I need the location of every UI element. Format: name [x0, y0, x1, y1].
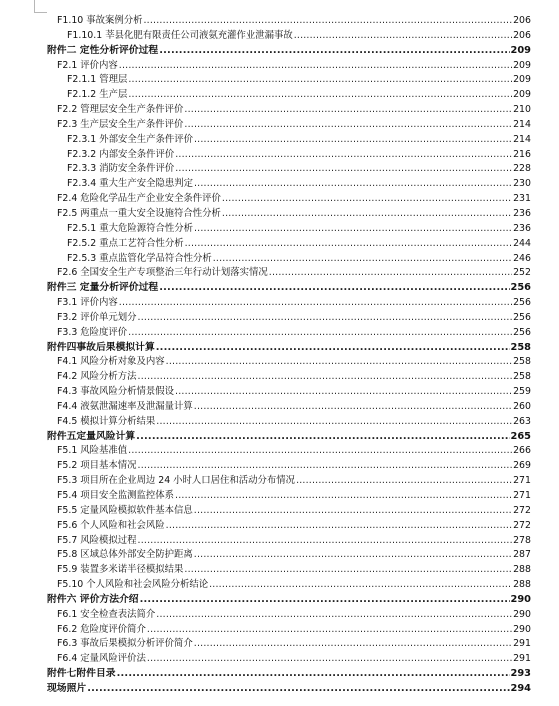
toc-entry-title: F2.1.2 生产层: [67, 89, 128, 101]
toc-entry[interactable]: [47, 88, 531, 103]
toc-dot-leader: [159, 44, 509, 59]
toc-entry[interactable]: [47, 207, 531, 222]
toc-entry-page-number: 230: [513, 178, 531, 190]
toc-dot-leader: [140, 593, 510, 608]
toc-entry[interactable]: [47, 29, 531, 44]
toc-entry[interactable]: [47, 118, 531, 133]
toc-entry-page-number: 214: [513, 133, 531, 145]
toc-entry-page-number: 271: [513, 475, 531, 487]
toc-entry[interactable]: [47, 133, 531, 148]
toc-entry-page-number: 256: [513, 326, 531, 338]
toc-entry[interactable]: [47, 222, 531, 237]
toc-entry-page-number: 278: [513, 534, 531, 546]
toc-entry-page-number: 206: [513, 15, 531, 26]
toc-entry[interactable]: [47, 578, 531, 593]
toc-entry-page-number: 214: [513, 118, 531, 130]
toc-dot-leader: [296, 474, 512, 489]
toc-entry-title: F2.5.3 重点监管化学品符合性分析: [67, 252, 212, 264]
toc-entry-title: F2.6 全国安全生产专项整治三年行动计划落实情况: [57, 267, 268, 279]
toc-entry-title: F4.2 风险分析方法: [57, 371, 137, 383]
toc-entry-title: 附件二 定性分析评价过程: [47, 44, 159, 56]
toc-entry-page-number: 269: [513, 460, 531, 472]
toc-entry-page-number: 259: [513, 386, 531, 398]
toc-entry-page-number: 256: [513, 297, 531, 309]
toc-entry-page-number: 231: [513, 193, 531, 205]
toc-entry[interactable]: [47, 415, 531, 430]
toc-entry[interactable]: [47, 355, 531, 370]
toc-dot-leader: [213, 252, 512, 267]
toc-entry-title: F3.2 评价单元划分: [57, 311, 137, 323]
toc-entry-page-number: 258: [513, 371, 531, 383]
toc-entry-title: F1.10 事故案例分析: [57, 15, 143, 26]
toc-entry[interactable]: [47, 281, 531, 296]
toc-entry-title: F2.5.1 重大危险源符合性分析: [67, 222, 193, 234]
toc-dot-leader: [184, 563, 512, 578]
toc-entry-title: F5.8 区域总体外部安全防护距离: [57, 549, 193, 561]
toc-entry-title: F3.3 危险度评价: [57, 326, 128, 338]
toc-entry-title: F5.6 个人风险和社会风险: [57, 519, 165, 531]
toc-entry-title: F2.1.1 管理层: [67, 74, 128, 86]
toc-dot-leader: [175, 162, 512, 177]
toc-dot-leader: [156, 608, 512, 623]
toc-dot-leader: [222, 207, 512, 222]
toc-entry-page-number: 291: [513, 653, 531, 665]
toc-entry-title: F6.3 事故后果模拟分析评价简介: [57, 638, 193, 650]
toc-entry[interactable]: [47, 519, 531, 534]
toc-dot-leader: [194, 548, 512, 563]
toc-entry-title: F2.4 危险化学品生产企业安全条件评价: [57, 193, 221, 205]
toc-entry-title: F6.1 安全检查表法简介: [57, 608, 156, 620]
toc-entry-title: 附件七附件目录: [47, 668, 116, 680]
toc-dot-leader: [128, 73, 512, 88]
toc-entry-page-number: 288: [513, 564, 531, 576]
toc-entry-title: 附件三 定量分析评价过程: [47, 282, 159, 294]
toc-entry-page-number: 266: [513, 445, 531, 457]
toc-entry[interactable]: [47, 103, 531, 118]
toc-dot-leader: [138, 459, 512, 474]
toc-entry-page-number: 293: [510, 668, 531, 680]
toc-dot-leader: [175, 489, 512, 504]
toc-entry-page-number: 210: [513, 104, 531, 116]
toc-dot-leader: [194, 400, 512, 415]
toc-dot-leader: [194, 504, 512, 519]
toc-entry-title: 附件六 评价方法介绍: [47, 593, 139, 605]
toc-entry[interactable]: [47, 311, 531, 326]
toc-entry-title: 现场照片: [47, 682, 87, 694]
toc-entry[interactable]: [47, 459, 531, 474]
toc-entry-title: F4.3 事故风险分析情景假设: [57, 386, 175, 398]
toc-dot-leader: [194, 133, 512, 148]
toc-dot-leader: [119, 296, 512, 311]
toc-entry[interactable]: [47, 682, 531, 697]
toc-entry-title: F5.5 定量风险模拟软件基本信息: [57, 504, 193, 516]
toc-entry[interactable]: [47, 593, 531, 608]
toc-dot-leader: [87, 682, 509, 697]
toc-entry-title: F2.1 评价内容: [57, 59, 118, 71]
toc-dot-leader: [194, 222, 512, 237]
toc-entry-title: F2.3.1 外部安全生产条件评价: [67, 133, 193, 145]
toc-entry-title: F3.1 评价内容: [57, 297, 118, 309]
toc-entry[interactable]: [47, 266, 531, 281]
toc-entry[interactable]: [47, 474, 531, 489]
toc-entry[interactable]: [47, 444, 531, 459]
toc-entry[interactable]: [47, 370, 531, 385]
toc-dot-leader: [175, 148, 512, 163]
toc-entry-page-number: 206: [513, 29, 531, 41]
toc-entry-page-number: 288: [513, 579, 531, 591]
toc-entry-title: F5.3 项目所在企业周边 24 小时人口居住和活动分布情况: [57, 475, 296, 487]
toc-entry-page-number: 260: [513, 400, 531, 412]
table-of-contents: [47, 14, 531, 697]
toc-entry-title: F2.3 生产层安全生产条件评价: [57, 118, 184, 130]
toc-entry-title: F2.2 管理层安全生产条件评价: [57, 104, 184, 116]
toc-entry-title: 附件四事故后果模拟计算: [47, 341, 155, 353]
toc-dot-leader: [138, 370, 512, 385]
toc-entry[interactable]: [47, 162, 531, 177]
toc-entry-title: F5.9 装置多米诺半径模拟结果: [57, 564, 184, 576]
toc-entry[interactable]: [47, 652, 531, 667]
toc-entry-page-number: 290: [510, 593, 531, 605]
toc-dot-leader: [194, 177, 512, 192]
toc-dot-leader: [128, 326, 512, 341]
toc-entry-page-number: 236: [513, 222, 531, 234]
toc-entry-page-number: 265: [510, 430, 531, 442]
toc-entry-page-number: 272: [513, 519, 531, 531]
toc-entry-page-number: 209: [513, 74, 531, 86]
toc-entry-title: F2.3.2 内部安全条件评价: [67, 148, 175, 160]
toc-entry[interactable]: [47, 14, 531, 29]
toc-entry[interactable]: [47, 504, 531, 519]
toc-entry-title: F5.1 风险基准值: [57, 445, 128, 457]
toc-entry-title: F6.2 危险度评价简介: [57, 623, 146, 635]
toc-entry[interactable]: [47, 385, 531, 400]
toc-entry[interactable]: [47, 400, 531, 415]
toc-entry[interactable]: [47, 252, 531, 267]
toc-entry[interactable]: [47, 73, 531, 88]
toc-dot-leader: [138, 311, 512, 326]
toc-dot-leader: [184, 118, 512, 133]
toc-entry[interactable]: [47, 148, 531, 163]
toc-dot-leader: [156, 415, 512, 430]
toc-entry-title: F5.4 项目安全监测监控体系: [57, 490, 175, 501]
toc-entry-page-number: 271: [513, 490, 531, 501]
toc-entry[interactable]: [47, 177, 531, 192]
toc-entry[interactable]: [47, 548, 531, 563]
toc-dot-leader: [119, 59, 512, 74]
toc-dot-leader: [117, 667, 510, 682]
toc-entry-page-number: 272: [513, 504, 531, 516]
toc-dot-leader: [128, 444, 512, 459]
toc-entry-page-number: 263: [513, 415, 531, 427]
toc-dot-leader: [166, 519, 512, 534]
toc-dot-leader: [156, 341, 510, 356]
toc-entry-page-number: 258: [510, 341, 531, 353]
toc-entry[interactable]: [47, 44, 531, 59]
toc-entry-page-number: 228: [513, 163, 531, 175]
toc-entry-title: F2.5 两重点一重大安全设施符合性分析: [57, 207, 221, 219]
toc-entry-page-number: 236: [513, 207, 531, 219]
toc-entry-page-number: 258: [513, 356, 531, 368]
toc-entry[interactable]: [47, 667, 531, 682]
toc-entry-title: 附件五定量风险计算: [47, 430, 136, 442]
toc-entry-page-number: 290: [513, 623, 531, 635]
toc-entry-title: F6.4 定量风险评价法: [57, 653, 146, 665]
toc-entry-title: F2.3.4 重大生产安全隐患判定: [67, 178, 193, 190]
toc-entry-page-number: 244: [513, 237, 531, 249]
toc-entry-page-number: 287: [513, 549, 531, 561]
toc-entry-title: F5.10 个人风险和社会风险分析结论: [57, 579, 209, 591]
page-corner-mark: [34, 0, 47, 13]
toc-entry[interactable]: [47, 296, 531, 311]
toc-entry[interactable]: [47, 341, 531, 356]
toc-entry-title: F4.4 液氨泄漏速率及泄漏量计算: [57, 400, 193, 412]
toc-dot-leader: [175, 385, 512, 400]
toc-entry[interactable]: [47, 534, 531, 549]
toc-dot-leader: [222, 192, 512, 207]
toc-entry-page-number: 252: [513, 267, 531, 279]
toc-entry-title: F5.2 项目基本情况: [57, 460, 137, 472]
toc-entry[interactable]: [47, 489, 531, 504]
toc-entry-title: F1.10.1 莘县化肥有限责任公司液氨充灌作业泄漏事故: [67, 29, 293, 41]
toc-dot-leader: [147, 652, 512, 667]
toc-entry-title: F4.1 风险分析对象及内容: [57, 356, 165, 368]
toc-entry-page-number: 294: [510, 682, 531, 694]
toc-dot-leader: [269, 266, 512, 281]
toc-entry-page-number: 216: [513, 148, 531, 160]
toc-entry[interactable]: [47, 623, 531, 638]
toc-dot-leader: [294, 29, 512, 44]
toc-entry[interactable]: [47, 326, 531, 341]
toc-entry-page-number: 256: [510, 282, 531, 294]
toc-entry[interactable]: [47, 59, 531, 74]
toc-entry[interactable]: [47, 637, 531, 652]
toc-dot-leader: [128, 88, 512, 103]
toc-dot-leader: [147, 623, 512, 638]
toc-entry[interactable]: [47, 430, 531, 445]
toc-entry-page-number: 290: [513, 608, 531, 620]
toc-entry[interactable]: [47, 237, 531, 252]
toc-dot-leader: [184, 103, 512, 118]
toc-entry-page-number: 246: [513, 252, 531, 264]
toc-dot-leader: [209, 578, 512, 593]
toc-entry-page-number: 291: [513, 638, 531, 650]
toc-dot-leader: [194, 637, 512, 652]
toc-entry[interactable]: [47, 563, 531, 578]
toc-dot-leader: [185, 237, 512, 252]
toc-entry-title: F2.5.2 重点工艺符合性分析: [67, 237, 184, 249]
toc-dot-leader: [136, 430, 509, 445]
toc-entry[interactable]: [47, 608, 531, 623]
toc-entry-page-number: 209: [510, 44, 531, 56]
toc-entry-page-number: 209: [513, 59, 531, 71]
toc-entry-title: F4.5 模拟计算分析结果: [57, 415, 156, 427]
toc-entry-title: F5.7 风险模拟过程: [57, 534, 137, 546]
toc-entry-page-number: 256: [513, 311, 531, 323]
toc-dot-leader: [144, 14, 513, 29]
toc-dot-leader: [159, 281, 509, 296]
toc-dot-leader: [166, 355, 512, 370]
toc-entry-title: F2.3.3 消防安全条件评价: [67, 163, 175, 175]
toc-entry-page-number: 209: [513, 89, 531, 101]
toc-dot-leader: [138, 534, 512, 549]
toc-entry[interactable]: [47, 192, 531, 207]
